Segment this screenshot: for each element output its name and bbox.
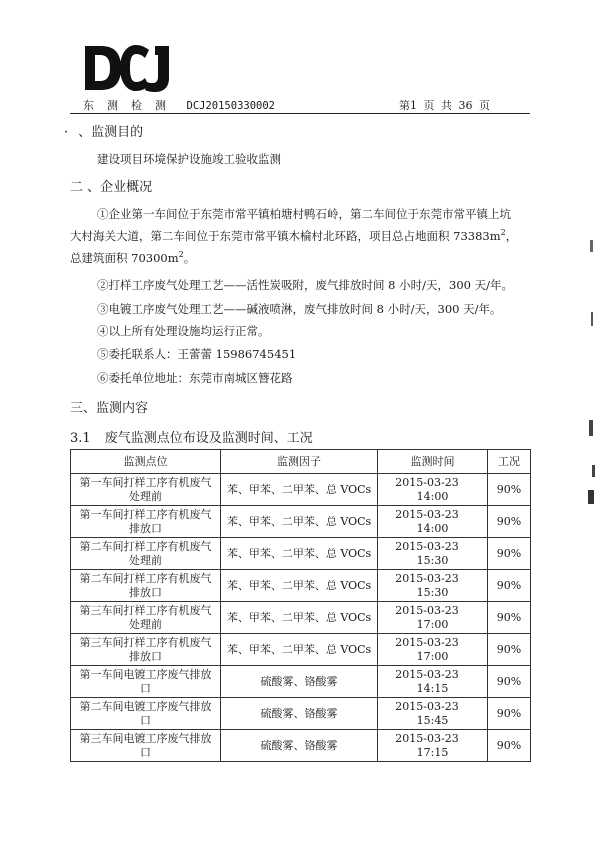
org-char: 测 — [107, 99, 118, 112]
time-cell — [378, 634, 488, 666]
point-line-1: 第三车间打样工序有机废气 — [79, 603, 212, 617]
condition-cell: 90% — [488, 666, 531, 698]
factor-cell: 苯、甲苯、二甲苯、总 VOCs — [221, 634, 378, 666]
paragraph-1-line-1: ①企业第一车间位于东莞市常平镇柏塘村鸭石岭，第二车间位于东莞市常平镇上坑 — [97, 207, 511, 221]
point-line-1: 第一车间打样工序有机废气 — [79, 507, 212, 521]
time-value: 14:00 — [416, 521, 449, 535]
paragraph-3: ③电镀工序废气处理工艺——碱液喷淋，废气排放时间 8 小时/天，300 天/年。 — [97, 302, 502, 316]
time-value: 14:00 — [416, 489, 449, 503]
section-1-heading — [64, 121, 143, 140]
paragraph-6: ⑥委托单位地址：东莞市南城区簪花路 — [97, 371, 293, 385]
table-row — [71, 570, 531, 602]
table-row — [71, 538, 531, 570]
table-row — [71, 666, 531, 698]
table-row — [71, 506, 531, 538]
date-value: 2015-03-23 — [395, 699, 459, 713]
point-line-1: 第三车间电镀工序废气排放 — [79, 731, 212, 745]
date-value: 2015-03-23 — [395, 731, 459, 745]
point-line-2: 处理前 — [129, 553, 162, 567]
col-header-condition: 工况 — [488, 450, 531, 474]
p1-line3-text: 总建筑面积 70300m — [70, 251, 179, 265]
scan-speck — [590, 240, 593, 252]
section-2-title: 二 、企业概况 — [70, 180, 153, 195]
scan-speck — [592, 465, 595, 477]
page-info — [399, 97, 493, 113]
point-cell — [71, 730, 221, 762]
condition-cell: 90% — [488, 474, 531, 506]
point-cell — [71, 506, 221, 538]
point-line-1: 第二车间打样工序有机废气 — [79, 539, 212, 553]
date-value: 2015-03-23 — [395, 475, 459, 489]
p1-line2-sup: 2 — [500, 228, 506, 238]
dcj-logo — [83, 40, 173, 96]
point-line-1: 第一车间打样工序有机废气 — [79, 475, 212, 489]
point-line-2: 口 — [140, 745, 151, 759]
section-3-1-number: 3.1 — [70, 431, 91, 446]
p1-line2-end: ， — [505, 229, 518, 243]
col-header-time: 监测时间 — [378, 450, 488, 474]
table-row — [71, 474, 531, 506]
table-row — [71, 730, 531, 762]
point-cell — [71, 666, 221, 698]
condition-cell: 90% — [488, 698, 531, 730]
date-value: 2015-03-23 — [395, 635, 459, 649]
factor-cell: 硫酸雾、铬酸雾 — [221, 698, 378, 730]
paragraph-1-line-2 — [70, 228, 517, 244]
time-cell — [378, 730, 488, 762]
point-cell — [71, 474, 221, 506]
condition-cell: 90% — [488, 538, 531, 570]
condition-cell: 90% — [488, 634, 531, 666]
report-code: DCJ20150330002 — [186, 100, 276, 112]
table-header-row — [71, 450, 531, 474]
header-divider — [70, 113, 530, 114]
page-info-part: 页 — [423, 99, 435, 112]
point-cell — [71, 570, 221, 602]
paragraph-4: ④以上所有处理设施均运行正常。 — [97, 324, 270, 338]
page-info-part: 36 — [458, 99, 473, 112]
scan-speck — [588, 490, 594, 504]
p1-line3-sup: 2 — [178, 250, 184, 260]
point-line-2: 口 — [140, 713, 151, 727]
time-value: 17:00 — [416, 617, 449, 631]
scan-speck — [591, 312, 593, 326]
section-1-mark: · — [64, 125, 69, 140]
section-3-title: 三、监测内容 — [70, 401, 149, 416]
point-line-1: 第二车间电镀工序废气排放 — [79, 699, 212, 713]
point-line-2: 处理前 — [129, 617, 162, 631]
time-cell — [378, 538, 488, 570]
time-cell — [378, 570, 488, 602]
date-value: 2015-03-23 — [395, 667, 459, 681]
section-3-1-title: 废气监测点位布设及监测时间、工况 — [104, 431, 313, 446]
p1-line2-text: 大村海关大道，第二车间位于东莞市常平镇木棆村北环路，项目总占地面积 73383m — [70, 229, 501, 243]
point-line-2: 排放口 — [129, 649, 162, 663]
time-cell — [378, 474, 488, 506]
factor-cell: 苯、甲苯、二甲苯、总 VOCs — [221, 506, 378, 538]
section-3-1-heading — [70, 427, 313, 446]
factor-cell: 苯、甲苯、二甲苯、总 VOCs — [221, 474, 378, 506]
table-row — [71, 602, 531, 634]
factor-cell: 苯、甲苯、二甲苯、总 VOCs — [221, 602, 378, 634]
date-value: 2015-03-23 — [395, 539, 459, 553]
factor-cell: 苯、甲苯、二甲苯、总 VOCs — [221, 570, 378, 602]
time-value: 14:15 — [416, 681, 449, 695]
table-row — [71, 698, 531, 730]
point-cell — [71, 602, 221, 634]
point-line-2: 处理前 — [129, 489, 162, 503]
point-line-2: 排放口 — [129, 585, 162, 599]
factor-cell: 苯、甲苯、二甲苯、总 VOCs — [221, 538, 378, 570]
section-1-body: 建设项目环境保护设施竣工验收监测 — [97, 152, 281, 166]
org-name — [83, 99, 183, 112]
point-line-1: 第一车间电镀工序废气排放 — [79, 667, 212, 681]
time-cell — [378, 666, 488, 698]
time-value: 15:30 — [416, 553, 449, 567]
point-cell — [71, 698, 221, 730]
page-info-part: 第1 — [399, 99, 417, 112]
point-line-1: 第三车间打样工序有机废气 — [79, 635, 212, 649]
condition-cell: 90% — [488, 730, 531, 762]
org-char: 检 — [131, 99, 142, 112]
table-row — [71, 634, 531, 666]
condition-cell: 90% — [488, 506, 531, 538]
paragraph-2: ②打样工序废气处理工艺——活性炭吸附，废气排放时间 8 小时/天，300 天/年。 — [97, 278, 513, 292]
condition-cell: 90% — [488, 602, 531, 634]
date-value: 2015-03-23 — [395, 571, 459, 585]
time-value: 15:45 — [416, 713, 449, 727]
point-line-2: 排放口 — [129, 521, 162, 535]
point-line-1: 第二车间打样工序有机废气 — [79, 571, 212, 585]
org-char: 测 — [155, 99, 166, 112]
section-1-title: 、监测目的 — [78, 125, 144, 140]
point-cell — [71, 634, 221, 666]
page-info-part: 共 — [441, 99, 452, 112]
report-header-left — [83, 97, 275, 113]
time-cell — [378, 602, 488, 634]
col-header-factor: 监测因子 — [221, 450, 378, 474]
time-cell — [378, 506, 488, 538]
org-char: 东 — [83, 99, 94, 112]
p1-line3-end: 。 — [183, 251, 196, 265]
condition-cell: 90% — [488, 570, 531, 602]
time-cell — [378, 698, 488, 730]
date-value: 2015-03-23 — [395, 603, 459, 617]
col-header-point: 监测点位 — [71, 450, 221, 474]
time-value: 15:30 — [416, 585, 449, 599]
time-value: 17:00 — [416, 649, 449, 663]
paragraph-1-line-3 — [70, 250, 195, 266]
page-info-part: 页 — [479, 99, 490, 112]
point-cell — [71, 538, 221, 570]
date-value: 2015-03-23 — [395, 507, 459, 521]
point-line-2: 口 — [140, 681, 151, 695]
factor-cell: 硫酸雾、铬酸雾 — [221, 666, 378, 698]
time-value: 17:15 — [416, 745, 449, 759]
paragraph-5: ⑤委托联系人：王蕾蕾 15986745451 — [97, 347, 297, 361]
scan-speck — [589, 420, 593, 436]
monitoring-table — [70, 449, 531, 762]
factor-cell: 硫酸雾、铬酸雾 — [221, 730, 378, 762]
